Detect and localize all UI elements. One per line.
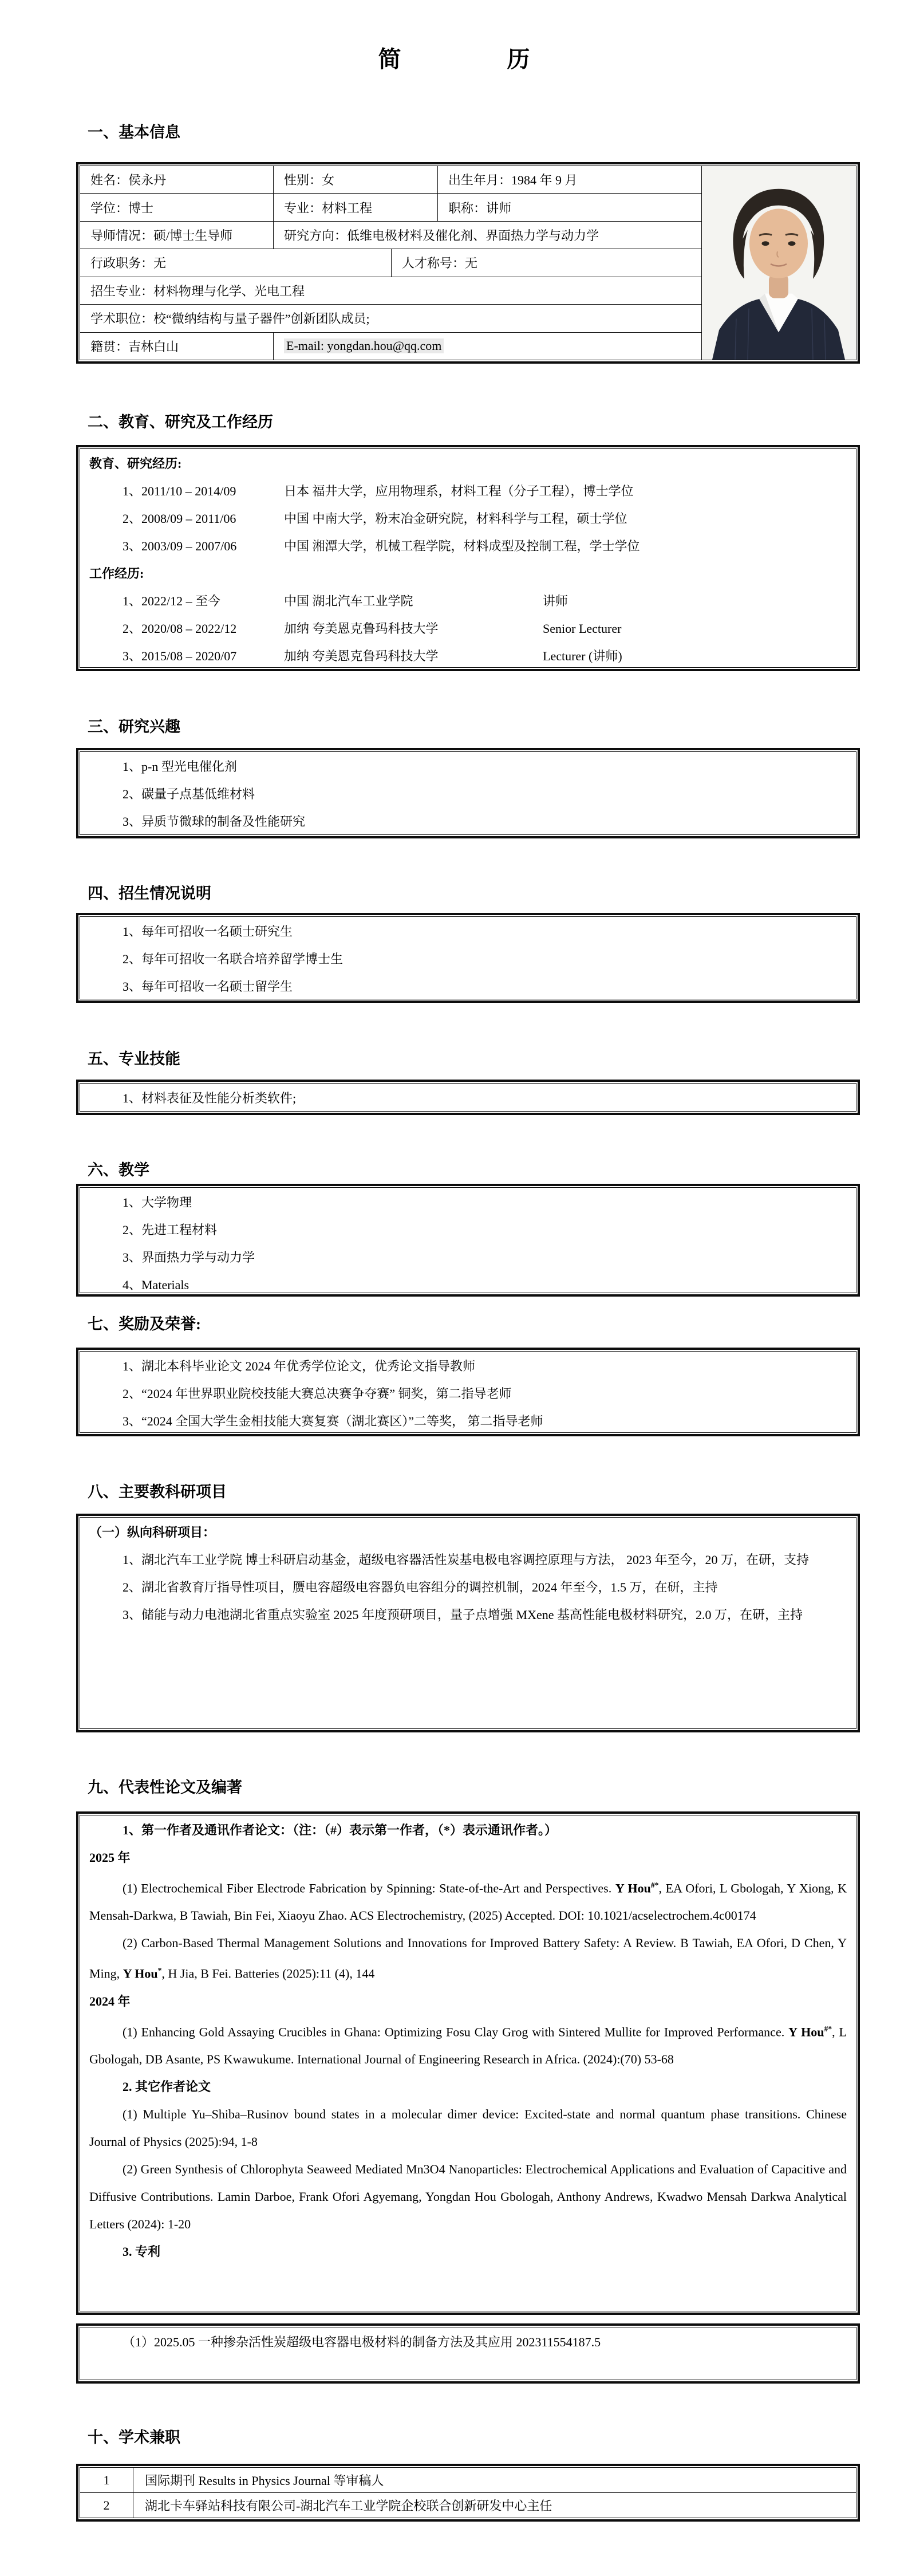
section-heading-experience: 二、教育、研究及工作经历	[88, 413, 273, 431]
list-item: 1、每年可招收一名硕士研究生	[123, 924, 293, 939]
table-row	[80, 166, 701, 194]
list-item: 3、异质节微球的制备及性能研究	[123, 814, 306, 829]
section-heading-projects: 八、主要教科研项目	[88, 1483, 227, 1500]
list-item: 1、大学物理	[123, 1195, 192, 1210]
work-title: Lecturer (讲师)	[543, 649, 622, 663]
recruitment-box	[76, 913, 860, 1003]
other-author-label: 2. 其它作者论文	[123, 2079, 211, 2094]
list-item: 2、每年可招收一名联合培养留学博士生	[123, 952, 344, 966]
paper-item: (2) Carbon-Based Thermal Management Solutions and Innovations for Improved Battery Safety: A Review. B Tawiah, EA Ofori, D Chen, Y Ming, Y Hou*, H Jia, B Fei. Batteries (2025):11 (4), 144	[89, 1936, 847, 1981]
list-item: 2、先进工程材料	[123, 1223, 218, 1237]
awards-box	[76, 1348, 860, 1436]
work-label: 工作经历:	[89, 566, 144, 581]
academic-post-cell: 学术职位：校“微纳结构与量子器件”创新团队成员;	[90, 312, 370, 326]
section-heading-interests: 三、研究兴趣	[88, 718, 180, 735]
work-time: 2、2020/08 – 2022/12	[123, 621, 237, 636]
position-text: 国际期刊 Results in Physics Journal 等审稿人	[145, 2473, 384, 2488]
list-item: 3、每年可招收一名硕士留学生	[123, 979, 293, 994]
list-item	[89, 615, 847, 643]
title-cell: 职称：讲师	[448, 200, 512, 215]
section-heading-skills: 五、专业技能	[88, 1050, 180, 1068]
table-row	[80, 249, 701, 277]
major-cell: 专业：材料工程	[274, 194, 438, 220]
table-row	[80, 194, 701, 221]
research-direction-cell: 研究方向：低维电极材料及催化剂、界面热力学与动力学	[284, 229, 599, 243]
profile-photo	[701, 166, 856, 360]
paper-item: (1) Multiple Yu–Shiba–Rusinov bound states in a molecular dimer device: Excited-state and normal quantum phase transitions. Chinese Journal of Physics (2025):94, 1-8	[89, 2106, 847, 2149]
projects-box	[76, 1514, 860, 1732]
paper-item: (1) Electrochemical Fiber Electrode Fabrication by Spinning: State-of-the-Art and Perspectives. Y Hou#*, EA Ofori, L Gbologah, Y Xiong, K Mensah-Darkwa, B Tawiah, Bin Fei, Xiaoyu Zhao. ACS Electrochemistry, (2025) Accepted. DOI: 10.1021/acselectrochem.4c00174	[89, 1881, 847, 1923]
email-value: E-mail: yongdan.hou@qq.com	[284, 338, 444, 353]
education-label: 教育、研究经历:	[89, 456, 182, 471]
table-row	[80, 2493, 856, 2518]
title-char-2: 历	[507, 46, 530, 72]
list-item: 2、“2024 年世界职业院校技能大赛总决赛争夺赛” 铜奖，第二指导老师	[123, 1387, 512, 1401]
title-char-1: 简	[378, 46, 401, 72]
edu-time: 1、2011/10 – 2014/09	[123, 484, 236, 498]
paper-item: (1) Enhancing Gold Assaying Crucibles in Ghana: Optimizing Fosu Clay Grog with Sintered Mullite for Improved Performance. Y Hou#*, L Gbologah, DB Asante, PS Kwawukume. International Journal of Engineering Research in Africa. (2024):(70) 53-68	[89, 2024, 847, 2066]
patent-item: （1）2025.05 一种掺杂活性炭超级电容器电极材料的制备方法及其应用 202311554187.5	[123, 2335, 601, 2349]
list-item	[89, 588, 847, 615]
list-item	[89, 505, 847, 533]
list-item: 3、界面热力学与动力学	[123, 1250, 255, 1265]
work-org: 加纳 夸美恩克鲁玛科技大学	[284, 649, 439, 663]
admin-post-cell: 行政职务：无	[80, 249, 392, 276]
project-item: 3、储能与动力电池湖北省重点实验室 2025 年度预研项目，量子点增强 MXene 基高性能电极材料研究，2.0 万，在研，主持	[123, 1608, 803, 1622]
list-item: 1、材料表征及性能分析类软件;	[123, 1091, 297, 1105]
table-row	[80, 2468, 856, 2493]
table-row	[80, 277, 701, 305]
position-index: 1	[80, 2468, 133, 2492]
name-cell: 姓名：侯永丹	[80, 166, 274, 193]
edu-time: 2、2008/09 – 2011/06	[123, 511, 236, 526]
project-item: 1、湖北汽车工业学院 博士科研启动基金，超级电容器活性炭基电极电容调控原理与方法， 2023 年至今，20 万，在研，支持	[123, 1553, 810, 1567]
interests-box	[76, 748, 860, 838]
email-cell	[274, 333, 701, 360]
section-heading-basic-info: 一、基本信息	[88, 124, 180, 141]
patents-box	[76, 2323, 860, 2384]
paper-item: (2) Green Synthesis of Chlorophyta Seaweed Mediated Mn3O4 Nanoparticles: Electrochemical Applications and Evaluation of Capacitive and Diffusive Contributions. Lamin Darboe, Frank Ofori Agyemang, Yongdan Hou Gbologah, Anthony Andrews, Kwadwo Mensah Darkwa Analytical Letters (2024): 1-20	[89, 2161, 847, 2231]
work-org: 加纳 夸美恩克鲁玛科技大学	[284, 621, 439, 636]
year-label: 2024 年	[89, 1994, 131, 2008]
edu-desc: 日本 福井大学，应用物理系，材料工程（分子工程），博士学位	[284, 484, 634, 498]
work-time: 1、2022/12 – 至今	[123, 594, 221, 608]
native-place-cell: 籍贯：吉林白山	[80, 333, 274, 360]
table-row	[80, 305, 701, 332]
edu-desc: 中国 湘潭大学，机械工程学院，材料成型及控制工程，学士学位	[284, 539, 640, 553]
table-row	[80, 333, 701, 360]
work-title: Senior Lecturer	[543, 621, 622, 636]
basic-info-grid	[80, 166, 701, 360]
list-item	[89, 643, 847, 668]
list-item	[89, 478, 847, 505]
basic-info-table	[76, 162, 860, 364]
work-org: 中国 湖北汽车工业学院	[284, 594, 413, 608]
publications-box	[76, 1811, 860, 2315]
gender-cell: 性别：女	[274, 166, 438, 193]
first-author-label: 1、第一作者及通讯作者论文：（注：（#）表示第一作者，（*）表示通讯作者。）	[123, 1823, 558, 1837]
page-title	[0, 46, 908, 73]
edu-time: 3、2003/09 – 2007/06	[123, 539, 237, 553]
mentor-cell: 导师情况：硕/博士生导师	[80, 222, 274, 249]
enroll-major-cell: 招生专业：材料物理与化学、光电工程	[90, 283, 305, 298]
projects-sub-label: （一）纵向科研项目：	[89, 1525, 216, 1539]
degree-cell: 学位：博士	[80, 194, 274, 220]
list-item: 1、p-n 型光电催化剂	[123, 759, 237, 774]
edu-desc: 中国 中南大学，粉末冶金研究院，材料科学与工程，硕士学位	[284, 511, 627, 526]
work-time: 3、2015/08 – 2020/07	[123, 649, 237, 663]
list-item: 1、湖北本科毕业论文 2024 年优秀学位论文，优秀论文指导教师	[123, 1359, 476, 1373]
section-heading-recruitment: 四、招生情况说明	[88, 885, 211, 902]
skills-box	[76, 1080, 860, 1115]
birth-cell: 出生年月：1984 年 9 月	[448, 173, 578, 188]
portrait-illustration	[702, 166, 856, 360]
list-item: 2、碳量子点基低维材料	[123, 787, 255, 801]
section-heading-positions: 十、学术兼职	[88, 2429, 180, 2446]
position-text: 湖北卡车驿站科技有限公司-湖北汽车工业学院企校联合创新研发中心主任	[145, 2499, 552, 2513]
talent-title-cell: 人才称号：无	[402, 256, 478, 271]
position-index: 2	[80, 2493, 133, 2518]
positions-table	[76, 2464, 860, 2522]
teaching-box	[76, 1184, 860, 1297]
list-item	[89, 533, 847, 560]
year-label: 2025 年	[89, 1850, 131, 1865]
list-item: 4、Materials	[123, 1278, 190, 1292]
section-heading-awards: 七、奖励及荣誉:	[88, 1315, 201, 1333]
list-item: 3、“2024 全国大学生金相技能大赛复赛（湖北赛区）”二等奖， 第二指导老师	[123, 1414, 543, 1428]
project-item: 2、湖北省教育厅指导性项目，赝电容超级电容器负电容组分的调控机制，2024 年至今，1.5 万，在研，主持	[123, 1580, 718, 1594]
experience-box	[76, 445, 860, 671]
work-title: 讲师	[543, 594, 569, 608]
patent-label: 3. 专利	[123, 2244, 161, 2259]
section-heading-teaching: 六、教学	[88, 1161, 149, 1179]
table-row	[80, 222, 701, 249]
section-heading-publications: 九、代表性论文及编著	[88, 1779, 242, 1796]
